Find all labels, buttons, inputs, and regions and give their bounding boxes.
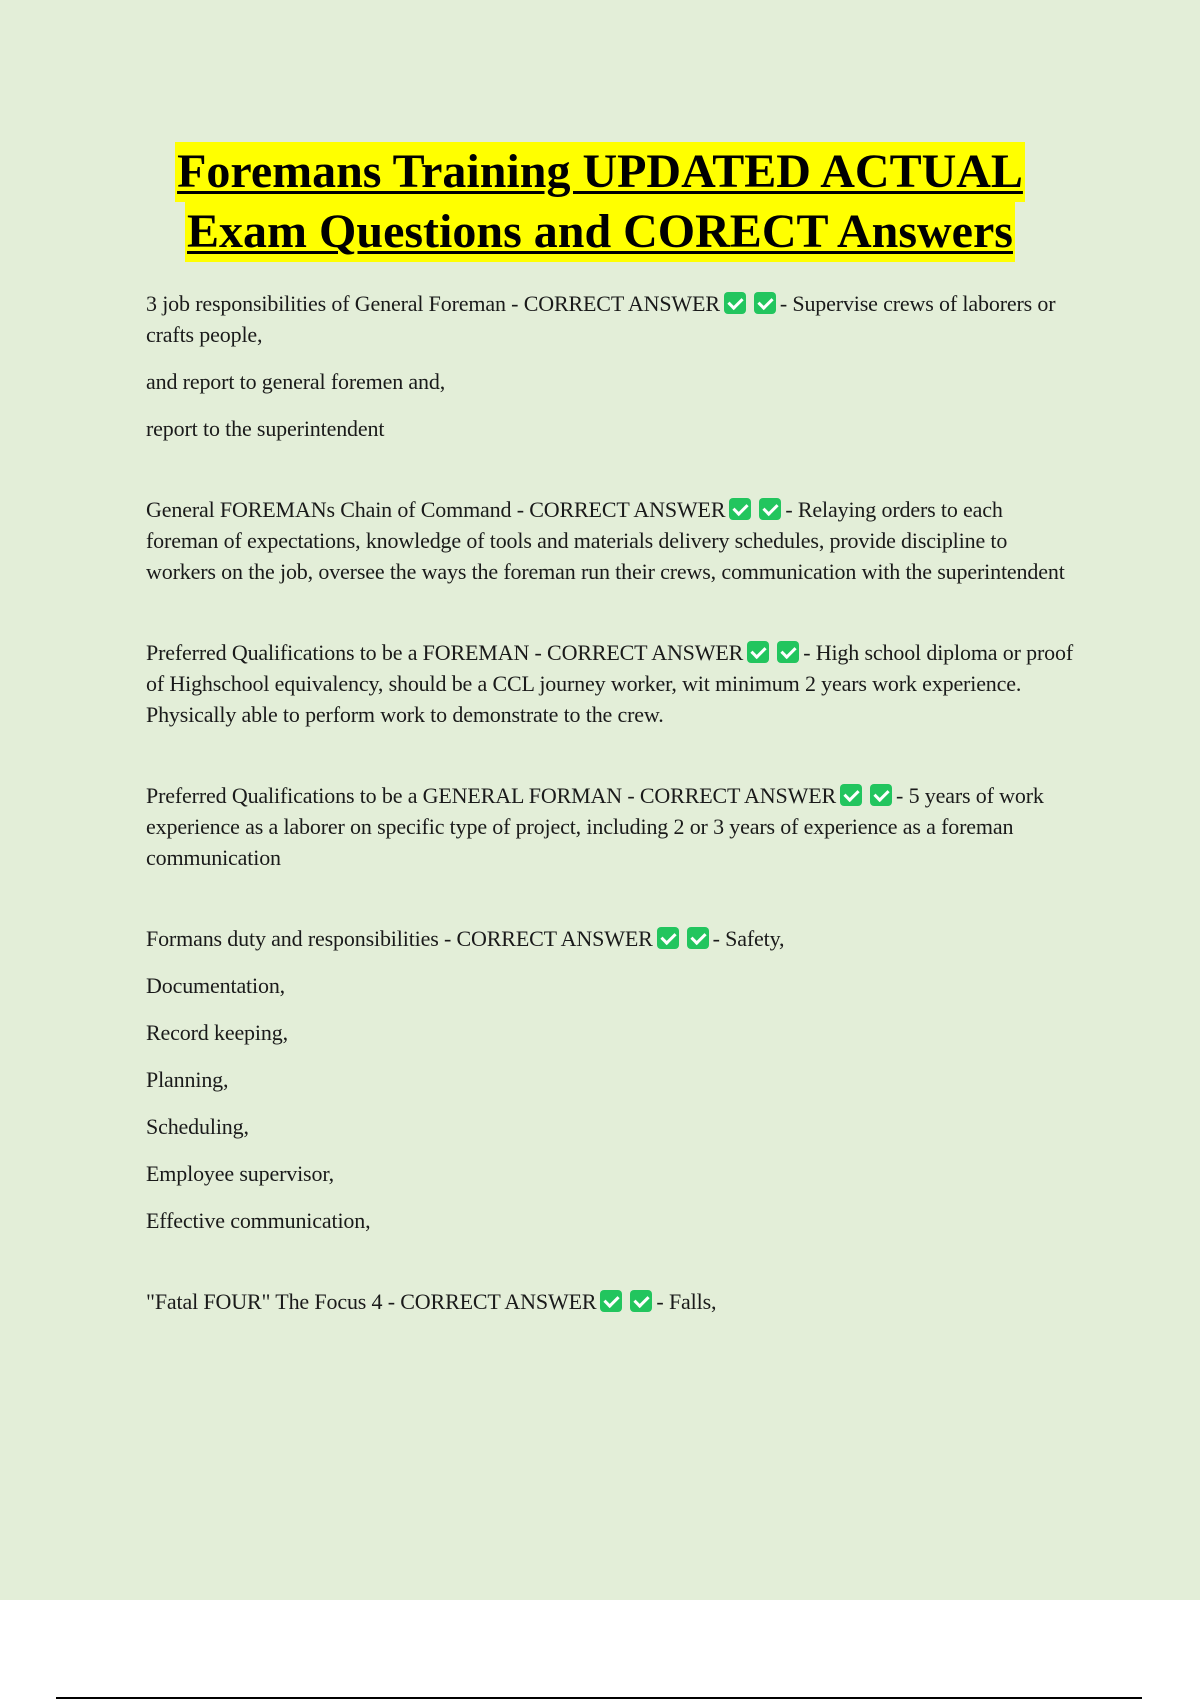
- question-text: Preferred Qualifications to be a FOREMAN - CORRECT ANSWER: [146, 640, 744, 665]
- qa-item: [146, 288, 1076, 444]
- check-icon: [724, 292, 746, 314]
- answer-line: and report to general foremen and,: [146, 369, 446, 394]
- answer-line: report to the superintendent: [146, 416, 385, 441]
- answer-line: Employee supervisor,: [146, 1161, 334, 1186]
- answer-text: - Supervise crews of laborers or crafts people,: [146, 291, 1056, 347]
- question-text: Formans duty and responsibilities - CORRECT ANSWER: [146, 926, 653, 951]
- title-line-2: Exam Questions and CORECT Answers: [185, 202, 1015, 262]
- answer-text: - 5 years of work experience as a laborer on specific type of project, including 2 or 3 years of experience as a foreman communication: [146, 783, 1044, 870]
- qa-question-line: [146, 288, 1076, 350]
- question-text: 3 job responsibilities of General Foreman - CORRECT ANSWER: [146, 291, 720, 316]
- check-icon: [600, 1290, 622, 1312]
- qa-item: [146, 780, 1076, 873]
- check-icon: [870, 784, 892, 806]
- answer-line: Scheduling,: [146, 1114, 249, 1139]
- answer-text: - Safety,: [712, 926, 785, 951]
- document-title: [0, 142, 1200, 262]
- check-icon: [759, 498, 781, 520]
- qa-question-line: [146, 923, 1076, 954]
- answer-line: Planning,: [146, 1067, 229, 1092]
- footer-divider: [56, 1697, 1142, 1699]
- check-icon: [687, 927, 709, 949]
- answer-text: - Falls,: [656, 1289, 717, 1314]
- qa-item: [146, 494, 1076, 587]
- question-text: "Fatal FOUR" The Focus 4 - CORRECT ANSWER: [146, 1289, 597, 1314]
- document-body: [146, 288, 1076, 1333]
- check-icon: [747, 641, 769, 663]
- qa-question-line: [146, 1286, 1076, 1317]
- answer-line: Effective communication,: [146, 1208, 371, 1233]
- qa-question-line: [146, 780, 1076, 873]
- answer-line: Documentation,: [146, 973, 286, 998]
- answer-text: - High school diploma or proof of Highschool equivalency, should be a CCL journey worker, wit minimum 2 years work experience. Physically able to perform work to demonstrate to the crew.: [146, 640, 1074, 727]
- check-icon: [630, 1290, 652, 1312]
- answer-line: Record keeping,: [146, 1020, 288, 1045]
- qa-question-line: [146, 494, 1076, 587]
- qa-item: [146, 923, 1076, 1236]
- check-icon: [657, 927, 679, 949]
- check-icon: [729, 498, 751, 520]
- check-icon: [840, 784, 862, 806]
- qa-item: [146, 637, 1076, 730]
- question-text: Preferred Qualifications to be a GENERAL FORMAN - CORRECT ANSWER: [146, 783, 837, 808]
- title-line-1: Foremans Training UPDATED ACTUAL: [175, 142, 1025, 202]
- check-icon: [777, 641, 799, 663]
- check-icon: [754, 292, 776, 314]
- answer-text: - Relaying orders to each foreman of expectations, knowledge of tools and materials delivery schedules, provide discipline to workers on the job, oversee the ways the foreman run their crews, communication with the superintendent: [146, 497, 1065, 584]
- qa-question-line: [146, 637, 1076, 730]
- qa-item: [146, 1286, 1076, 1317]
- question-text: General FOREMANs Chain of Command - CORRECT ANSWER: [146, 497, 726, 522]
